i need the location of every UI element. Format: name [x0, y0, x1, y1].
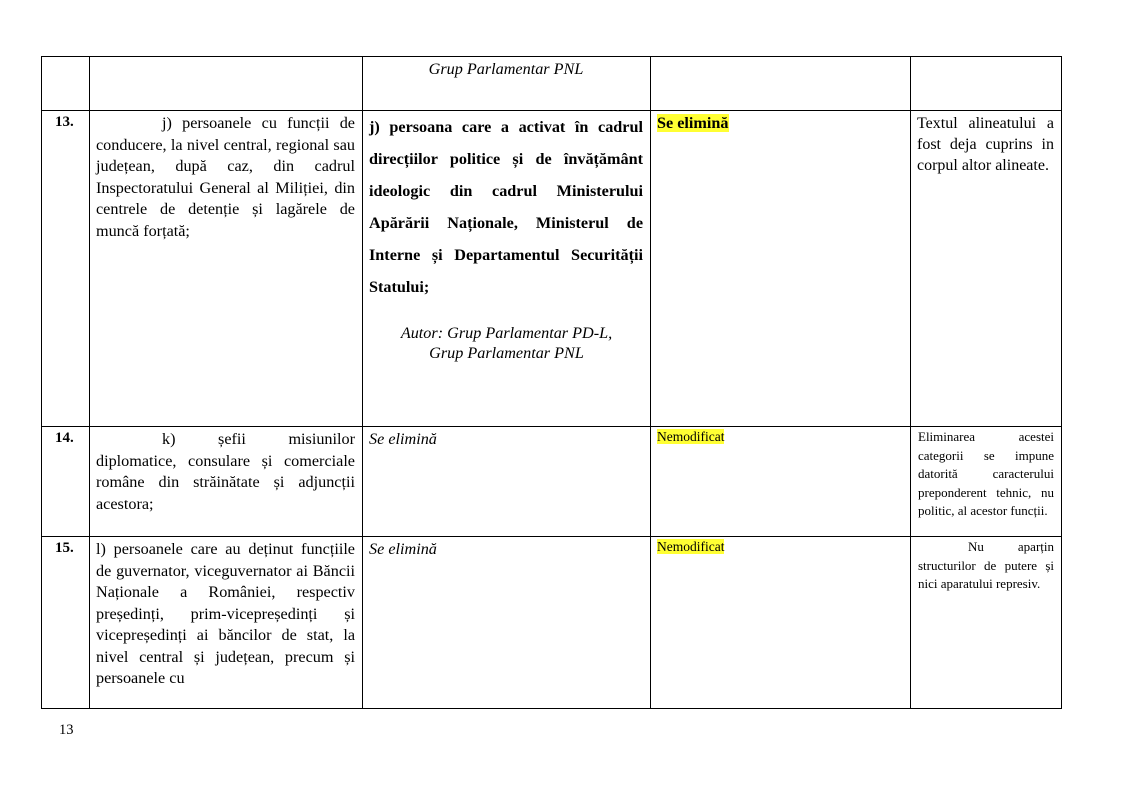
proposal-cell — [363, 111, 651, 427]
original-text: j) persoanele cu funcții de conducere, la nivel central, regional sau județean, după caz, din cadrul Inspectoratului General al Miliției, din centrele de detenție și lagărele de muncă forțată; — [90, 111, 363, 427]
row-number: 15. — [42, 537, 90, 709]
page-number: 13 — [59, 722, 74, 738]
row-number: 13. — [42, 111, 90, 427]
commission-decision-cell — [651, 111, 911, 427]
motivation-text: Nu aparțin structurilor de putere și nici aparatului represiv. — [911, 537, 1062, 709]
motivation-text: Eliminarea acestei categorii se impune datorită caracterului preponderent tehnic, nu politic, al acestor funcții. — [911, 427, 1062, 537]
commission-cell — [651, 57, 911, 111]
table-row — [42, 57, 1062, 111]
table-row — [42, 537, 1062, 709]
motivation-text: Textul alineatului a fost deja cuprins in corpul altor alineate. — [911, 111, 1062, 427]
motivation-cell — [911, 57, 1062, 111]
original-text-cell — [90, 57, 363, 111]
original-text: k) șefii misiunilor diplomatice, consulare și comerciale române din străinătate și adjuncții acestora; — [90, 427, 363, 537]
amendments-table — [41, 56, 1062, 709]
proposal-text: j) persoana care a activat în cadrul direcțiilor politice și de învățământ ideologic din cadrul Ministerului Apărării Naționale, Ministerul de Interne și Departamentul Securității Statului; — [369, 118, 643, 296]
original-text: l) persoanele care au deținut funcțiile de guvernator, viceguvernator ai Băncii Naționale a României, respectiv președinți, prim-vicepreședinți și vicepreședinți ai băncilor de stat, la nivel central și județean, precum și persoanele cu — [90, 537, 363, 709]
proposal-author-cell: Grup Parlamentar PNL — [363, 57, 651, 111]
proposal-text: Se elimină — [363, 537, 651, 709]
commission-decision: Nemodificat — [657, 429, 725, 444]
proposal-author-line: Autor: Grup Parlamentar PD-L, — [400, 324, 613, 342]
row-number-cell — [42, 57, 90, 111]
proposal-author — [363, 323, 650, 363]
commission-decision: Nemodificat — [657, 539, 725, 554]
table-row — [42, 427, 1062, 537]
proposal-text: Se elimină — [363, 427, 651, 537]
commission-decision-cell — [651, 427, 911, 537]
proposal-author-line: Grup Parlamentar PNL — [429, 344, 584, 362]
table-row — [42, 111, 1062, 427]
commission-decision-cell — [651, 537, 911, 709]
row-number: 14. — [42, 427, 90, 537]
commission-decision: Se elimină — [657, 114, 729, 132]
